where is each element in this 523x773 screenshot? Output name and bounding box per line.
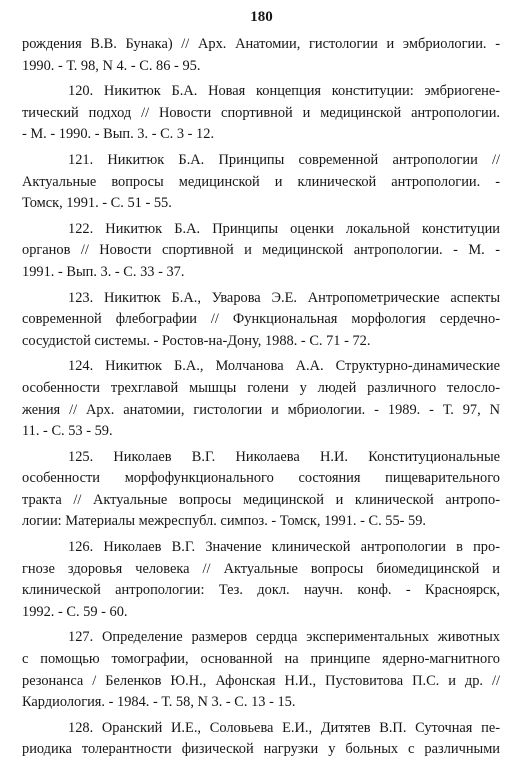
entry-line: 124. Никитюк Б.А., Молчанова А.А. Структурно-динамические [68,358,500,375]
reference-entry-128 [22,718,500,761]
entry-line: риодика толерантности физической нагрузки у больных с различными [22,741,500,758]
reference-entry-119-continuation [22,34,500,77]
entry-line: 1992. - С. 59 - 60. [22,603,128,620]
entry-line: 121. Никитюк Б.А. Принципы современной антропологии // [68,151,500,168]
entry-line: тический подход // Новости спортивной и медицинской антропологии. [22,104,500,121]
entry-line: современной флебографии // Функциональная морфология сердечно- [22,311,500,328]
entry-line: органов // Новости спортивной и медицинской антропологии. - М. - [22,242,500,259]
reference-entry-123 [22,288,500,353]
entry-line: рождения В.В. Бунака) // Арх. Анатомии, гистологии и эмбриологии. - [22,36,500,52]
entry-line: с помощью томографии, основанной на принципе ядерно-магнитного [22,651,500,668]
entry-line: тракта // Актуальные вопросы медицинской и клинической антропо- [22,491,500,508]
entry-line: клинической антропологии: Тез. докл. научн. конф. - Красноярск, [22,582,500,599]
entry-line: 125. Николаев В.Г. Николаева Н.И. Конституциональные [68,448,500,465]
page-number: 180 [250,9,273,25]
reference-entry-121 [22,150,500,215]
reference-entry-124 [22,356,500,442]
entry-line: 1991. - Вып. 3. - С. 33 - 37. [22,263,185,280]
entry-line: особенности трехглавой мышцы голени у людей различного телосло- [22,379,500,396]
reference-list [22,34,500,761]
entry-line: 128. Оранский И.Е., Соловьева Е.И., Дитятев В.П. Суточная пе- [68,719,500,736]
entry-line: 122. Никитюк Б.А. Принципы оценки локальной конституции [68,220,500,237]
entry-line: - М. - 1990. - Вып. 3. - С. 3 - 12. [22,126,215,143]
reference-entry-127 [22,627,500,713]
entry-line: особенности морфофункционального состояния пищеварительного [22,470,500,487]
entry-line: 126. Николаев В.Г. Значение клинической антропологии в про- [68,539,500,556]
reference-entry-122 [22,219,500,284]
entry-line: Томск, 1991. - С. 51 - 55. [22,195,172,212]
reference-entry-120 [22,81,500,146]
entry-line: резонанса / Беленков Ю.Н., Афонская Н.И., Пустовитова П.С. и др. // [22,672,500,689]
entry-line: жения // Арх. анатомии, гистологии и мбриологии. - 1989. - Т. 97, N [22,401,500,418]
entry-line: Кардиология. - 1984. - Т. 58, N 3. - С. 13 - 15. [22,694,296,711]
entry-line: логии: Материалы межреспубл. симпоз. - Томск, 1991. - С. 55- 59. [22,513,427,530]
entry-line: гнозе здоровья человека // Актуальные вопросы биомедицинской и [22,560,500,577]
entry-line: 123. Никитюк Б.А., Уварова Э.Е. Антропометрические аспекты [68,289,500,306]
reference-entry-125 [22,447,500,533]
entry-line: 120. Никитюк Б.А. Новая концепция конституции: эмбриогене- [68,83,500,100]
entry-line: Актуальные вопросы медицинской и клинической антропологии. - [22,173,500,190]
entry-line: 1990. - Т. 98, N 4. - С. 86 - 95. [22,57,201,74]
entry-line: 127. Определение размеров сердца экспериментальных животных [68,629,500,646]
entry-line: 11. - С. 53 - 59. [22,423,113,440]
reference-entry-126 [22,537,500,623]
entry-line: сосудистой системы. - Ростов-на-Дону, 1988. - С. 71 - 72. [22,332,371,349]
